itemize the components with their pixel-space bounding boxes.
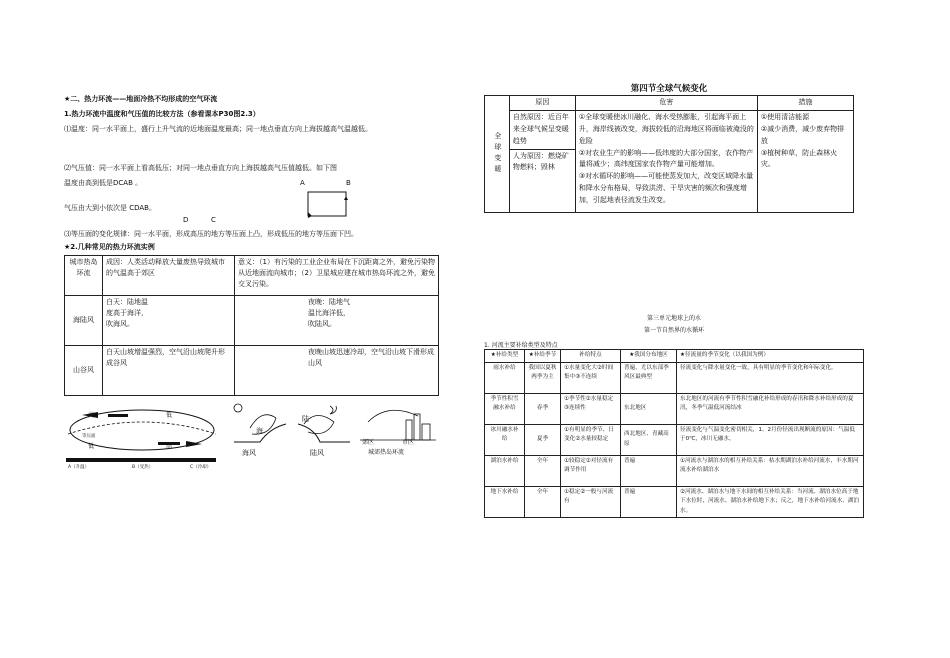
sea-breeze-night-line: 吹陆风。 [308, 320, 336, 329]
header-supply-features: 补给特点 [561, 350, 621, 363]
valley-breeze-night [235, 346, 439, 396]
table-header-row [485, 350, 864, 363]
supply-type: 地下水补给 [485, 486, 525, 518]
supply-change: ②河流水、湖泊水与地下水间的相互补给关系：当河流、湖泊水位高于地下水位时，河流水、湖泊水补给地下水；反之，地下水补给河流水、湖泊水。 [677, 486, 864, 518]
table-row [485, 362, 864, 393]
header-harm: 危害 [575, 96, 757, 111]
table-row [485, 393, 864, 424]
supply-season: 全年 [525, 455, 561, 486]
isobar-rule: ⑶等压面的变化规律：同一水平面，形成高压的地方等压面上凸，形成低压的地方等压面下凹。 [64, 230, 358, 238]
urban-heat-island-name: 城市热岛环流 [65, 256, 103, 296]
figure-low-label: 低 [88, 443, 95, 450]
supply-season: 全年 [525, 486, 561, 518]
section-heading-thermal-circulation: ★二、热力环流——地面冷热不均形成的空气环流 [64, 95, 218, 103]
supply-features: ①水量变化大②时间集中③不连续 [561, 362, 621, 393]
supply-type: 湖泊水补给 [485, 455, 525, 486]
land-breeze-caption: 陆风 [310, 449, 324, 457]
supply-features: ①稳定②一般与河流有 [561, 486, 621, 518]
header-measure: 措施 [757, 96, 853, 111]
sea-breeze-day-line: 白天：陆地温 [106, 298, 148, 306]
point-c-label: C [211, 216, 216, 224]
unit-title: 第三单元地球上的水 [646, 315, 701, 322]
measure-list [757, 110, 853, 212]
supply-type: 雨水补给 [485, 362, 525, 393]
thermal-circulation-table [64, 255, 439, 396]
heat-island-caption: 城郊热岛环流 [368, 449, 405, 456]
supply-change: ①河流水与湖泊水的相互补给关系：枯水期湖泊水补给河流水，丰水期河流水补给湖泊水 [677, 455, 864, 486]
valley-breeze-day: 白天山坡增温强烈，空气沿山坡爬升形成谷风 [103, 346, 235, 396]
water-cycle-section-title: 第一节自然界的水循环 [643, 327, 704, 334]
figure-high-label: 高 [88, 412, 95, 419]
harm-item: ②对农业生产的影响——低纬度的大部分国家，农作物产量将减少；高纬度国家农作物产量可能增加。 [578, 148, 754, 169]
supply-region: 西北地区、青藏高原 [621, 424, 677, 455]
table-row [485, 424, 864, 455]
supply-region: 普遍 [621, 486, 677, 518]
table-row [485, 110, 854, 149]
ground-a-label: A（升温） [68, 465, 90, 470]
supply-features: ①有明显的季节、日变化②水量较稳定 [561, 424, 621, 455]
supply-region: 东北地区 [621, 393, 677, 424]
header-supply-season: ★补给季节 [525, 350, 561, 363]
measure-item: ②减少消费，减少废弃物排放 [760, 124, 845, 145]
supply-season: 我国以夏秋两季为主 [525, 362, 561, 393]
table-row [65, 296, 439, 346]
sea-breeze-day-line: 度高于海洋， [106, 309, 148, 318]
valley-breeze-name: 山谷风 [65, 346, 103, 396]
climate-change-title: 第四节全球气候变化 [630, 84, 708, 94]
ground-b-label: B（受热） [132, 465, 154, 470]
circulation-rectangle [304, 188, 352, 220]
supply-features: ①较稳定②对径流有调节作用 [561, 455, 621, 486]
isobar-label: 等压面 [82, 434, 96, 439]
table-header-row [485, 96, 854, 111]
sea-breeze-day [103, 296, 235, 346]
header-region: ★我国分布地区 [621, 350, 677, 363]
point-d-label: D [183, 216, 189, 224]
supply-features: ①季节性②水量稳定③连续性 [561, 393, 621, 424]
climate-change-table [484, 95, 854, 213]
supply-season: 春季 [525, 393, 561, 424]
supply-type: 季节性积雪融水补给 [485, 393, 525, 424]
river-supply-subheading: 1. 河流主要补给类型及特点 [484, 342, 558, 349]
harm-item: ①全球变暖使冰川融化、海水受热膨胀，引起海平面上升，海岸线被改变，海拔较低的沿海地区将面临被淹没的危险 [578, 112, 754, 145]
ground-c-label: C（冷却） [190, 465, 212, 470]
urban-significance: 意义：（1）有污染的工业企业布局在下沉距离之外，避免污染物从近地面流向城市；（2）卫星城应建在城市热岛环流之外，避免交叉污染。 [235, 256, 439, 296]
temperature-rule: ⑴温度：同一水平面上，盛行上升气流的近地面温度最高；同一地点垂直方向上海拔越高气温越低。 [64, 125, 372, 133]
figure-low-label: 低 [166, 412, 173, 419]
supply-season: 夏季 [525, 424, 561, 455]
harm-item: ③对水循环的影响——可能使蒸发加大，改变区域降水量和降水分布格局，导致洪涝、干旱灾害的频次和强度增加，引起地表径流发生改变。 [578, 172, 754, 205]
sea-breeze-caption: 海风 [242, 449, 256, 457]
pressure-order: 气压由大到小依次是 CDAB。 [64, 204, 156, 212]
table-row [65, 256, 439, 296]
city-label: 市区 [402, 439, 415, 446]
cause-human: 人为原因：燃烧矿物燃料；毁林 [509, 149, 575, 212]
table-row [65, 346, 439, 396]
cause-natural: 自然原因：近百年来全球气候呈变暖趋势 [509, 110, 575, 149]
land-label: 陆 [302, 415, 309, 423]
header-seasonal-change: ★径流量的季节变化（以我国为例） [677, 350, 864, 363]
sea-breeze-night [235, 296, 439, 346]
supply-change: 东北地区的河流有季节性积雪融化补给形成的春汛和降水补给形成的夏汛，冬季气温低河流结冰 [677, 393, 864, 424]
sea-breeze-night-line: 温比海洋低， [308, 309, 350, 318]
suburb-label: 郊区 [362, 439, 375, 446]
global-warming-label: 全球变暖 [485, 96, 510, 213]
pressure-rule-line2: 温度由高到低是DCAB 。 [64, 179, 143, 187]
sea-label: 海 [256, 427, 263, 435]
valley-breeze-night-text: 夜晚山坡迅速冷却，空气沿山坡下滑形成山风 [308, 348, 434, 368]
measure-item: ③植树种草，防止森林火灾。 [760, 148, 838, 169]
supply-type: 冰川融水补给 [485, 424, 525, 455]
measure-item: ①使用清洁能源 [760, 112, 810, 121]
urban-cause: 成因：人类活动释放大量废热导致城市的气温高于郊区 [103, 256, 235, 296]
supply-region: 普遍 [621, 455, 677, 486]
header-supply-type: ★补给类型 [485, 350, 525, 363]
figure-high-label: 高 [166, 443, 173, 450]
thermal-circulation-figures [62, 400, 442, 472]
point-a-label: A [300, 179, 305, 187]
sea-breeze-day-line: 吹海风。 [106, 320, 134, 329]
harm-list [575, 110, 757, 212]
table-row [485, 486, 864, 518]
supply-change: 径流变化与气温变化密切相关，1、2月份径流出现断流的原因：气温低于0℃，冰川无融水。 [677, 424, 864, 455]
subheading-comparison-method: 1.热力环流中温度和气压值的比较方法（参看课本P30图2.3） [64, 110, 260, 118]
sea-breeze-night-line: 夜晚：陆地气 [308, 298, 350, 306]
table-row [485, 455, 864, 486]
river-supply-table [484, 349, 864, 518]
pressure-rule-line1: ⑵气压值：同一水平面上看高低压；对同一地点垂直方向上海拔越高气压值越低。如下图 [64, 164, 337, 172]
header-cause: 原因 [509, 96, 575, 111]
supply-region: 普遍，尤以东部季风区最典型 [621, 362, 677, 393]
supply-change: 径流变化与降水量变化一致，具有明显的季节变化和年际变化。 [677, 362, 864, 393]
subheading-examples: ★2.几种常见的热力环流实例 [64, 243, 155, 251]
point-b-label: B [346, 179, 351, 187]
pressure-points-diagram [300, 178, 360, 224]
land-breeze-figure [294, 402, 354, 452]
sea-breeze-name: 海陆风 [65, 296, 103, 346]
